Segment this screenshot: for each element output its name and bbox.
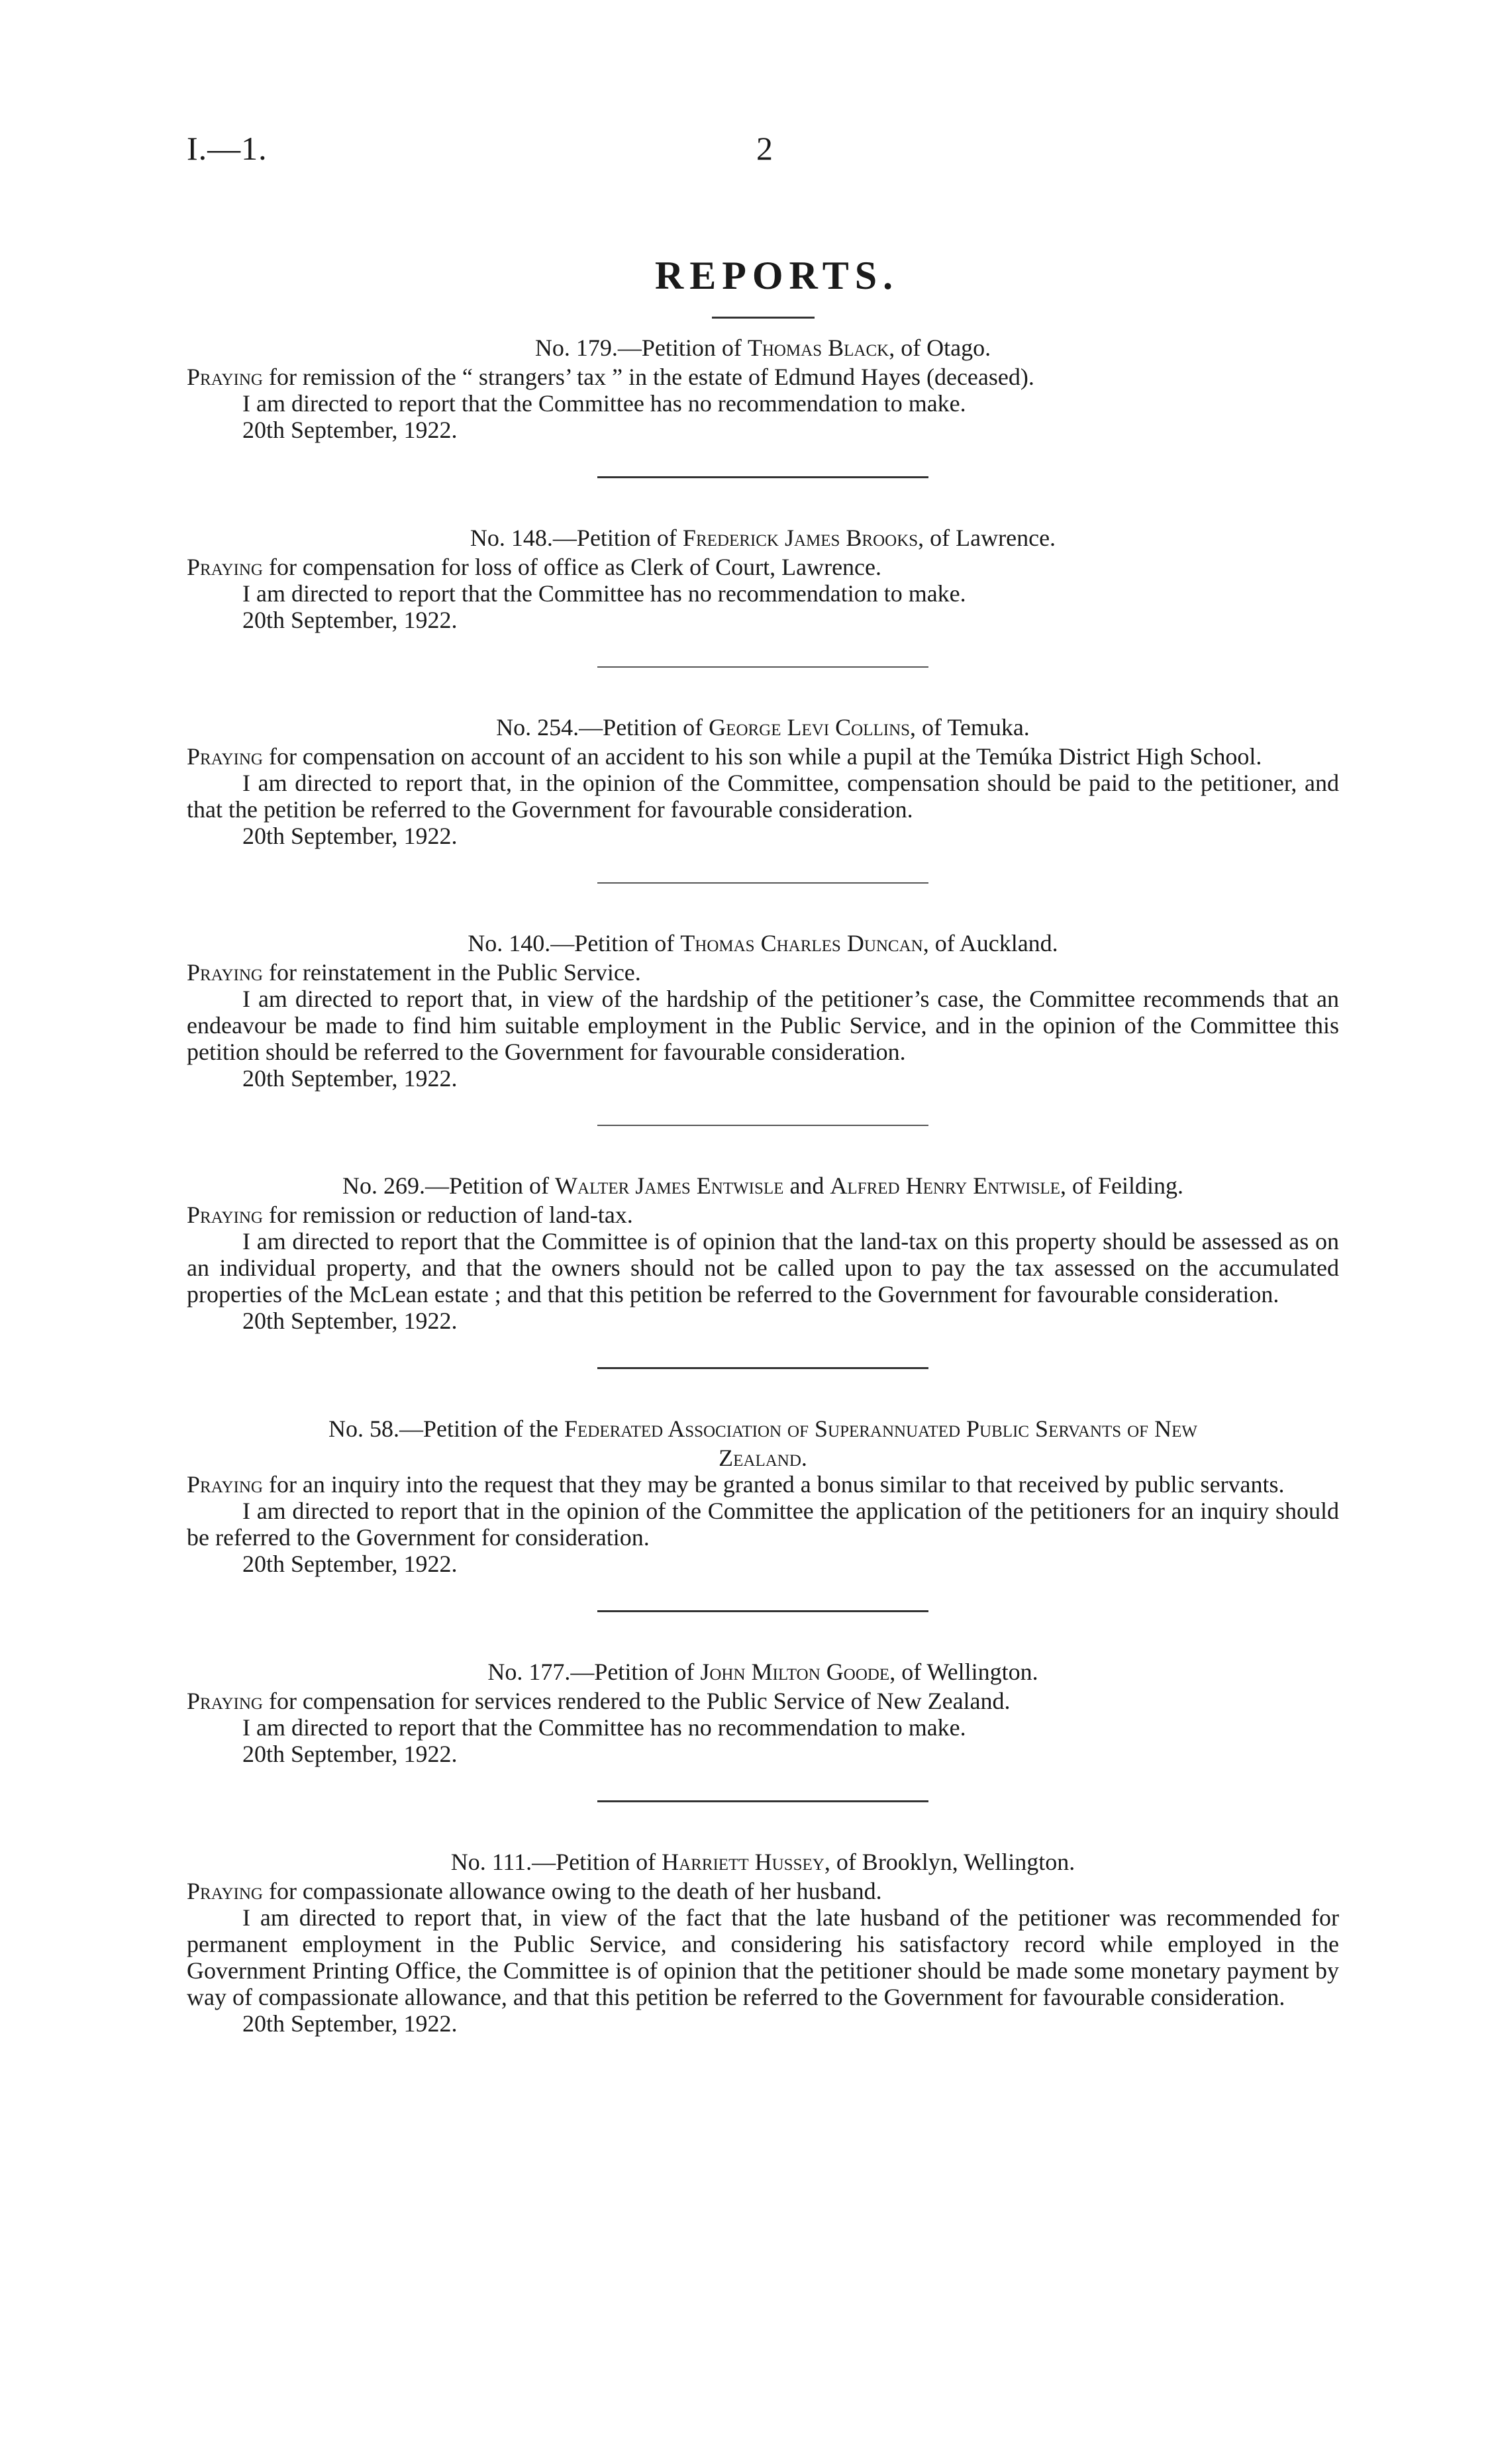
page-header xyxy=(187,129,1339,169)
petitioner-location: , of Feilding. xyxy=(1060,1172,1183,1199)
section-divider xyxy=(597,882,928,884)
petitioner-location: , of Lawrence. xyxy=(918,525,1056,551)
praying-label: Praying xyxy=(187,1471,263,1498)
report-date: 20th September, 1922. xyxy=(242,417,458,443)
petition-number: No. 177.—Petition of xyxy=(487,1659,695,1685)
petition-entry xyxy=(187,525,1339,633)
section-divider xyxy=(597,1125,928,1126)
petition-heading xyxy=(187,714,1339,741)
petition-prayer: Praying for an inquiry into the request that they may be granted a bonus similar to that received by public servants. xyxy=(187,1471,1285,1498)
section-divider xyxy=(597,666,928,668)
petitioner-name: Thomas Black xyxy=(747,334,889,361)
petition-heading xyxy=(187,1172,1339,1199)
petitioner-location: , of Temuka. xyxy=(910,714,1030,741)
praying-label: Praying xyxy=(187,1878,263,1904)
petition-prayer: Praying for compassionate allowance owing to the death of her husband. xyxy=(187,1878,882,1904)
section-divider xyxy=(597,1800,928,1802)
petition-number: No. 148.—Petition of xyxy=(470,525,677,551)
petition-number: No. 254.—Petition of xyxy=(496,714,703,741)
petitioner-connector: and xyxy=(783,1172,830,1199)
petitioner-name-continued: Zealand. xyxy=(719,1445,807,1471)
committee-report: I am directed to report that, in view of the fact that the late husband of the petitioner was recommended for permanent employment in the Public Service, and considering his satisfactory record while employed in the Government Printing Office, the Committee is of opinion that the petitioner should be made some monetary payment by way of compassionate allowance, and that this petition be referred to the Government for favourable consideration. xyxy=(187,1904,1339,2010)
section-divider xyxy=(597,1367,928,1369)
petition-prayer: Praying for compensation on account of an accident to his son while a pupil at the Temúka District High School. xyxy=(187,743,1262,770)
petition-number: No. 269.—Petition of xyxy=(342,1172,550,1199)
committee-report: I am directed to report that the Committee has no recommendation to make. xyxy=(242,390,966,417)
report-date: 20th September, 1922. xyxy=(242,1551,458,1577)
praying-label: Praying xyxy=(187,959,263,986)
committee-report: I am directed to report that in the opinion of the Committee the application of the petitioners for an inquiry should be referred to the Government for consideration. xyxy=(187,1498,1339,1551)
committee-report: I am directed to report that, in view of the hardship of the petitioner’s case, the Committee recommends that an endeavour be made to find him suitable employment in the Public Service, and in the opinion of the Committee this petition should be referred to the Government for favourable consideration. xyxy=(187,986,1339,1065)
petition-heading xyxy=(187,1849,1339,1875)
report-date: 20th September, 1922. xyxy=(242,607,458,633)
committee-report: I am directed to report that the Committee has no recommendation to make. xyxy=(242,1714,966,1741)
praying-label: Praying xyxy=(187,1688,263,1714)
petition-prayer: Praying for remission of the “ strangers’ tax ” in the estate of Edmund Hayes (deceased). xyxy=(187,364,1034,390)
section-divider xyxy=(597,1610,928,1612)
praying-label: Praying xyxy=(187,364,263,390)
praying-label: Praying xyxy=(187,554,263,580)
petition-heading xyxy=(187,930,1339,956)
petition-number: No. 179.—Petition of xyxy=(534,334,742,361)
petitioner-name: John Milton Goode xyxy=(700,1659,890,1685)
petitioner-location: , of Wellington. xyxy=(889,1659,1038,1685)
petition-prayer: Praying for reinstatement in the Public Service. xyxy=(187,959,641,986)
petitioner-name-2: Alfred Henry Entwisle xyxy=(830,1172,1060,1199)
petition-entry xyxy=(187,1849,1339,2037)
committee-report: I am directed to report that, in the opinion of the Committee, compensation should be paid to the petitioner, and that the petition be referred to the Government for favourable consideration. xyxy=(187,770,1339,823)
petitioner-name: Frederick James Brooks xyxy=(682,525,919,551)
petition-entry xyxy=(187,1659,1339,1767)
title-rule xyxy=(712,317,815,319)
petition-entry xyxy=(187,1415,1339,1577)
petitioner-name: Federated Association of Superannuated Public Servants of New xyxy=(564,1415,1197,1442)
petition-prayer: Praying for compensation for loss of office as Clerk of Court, Lawrence. xyxy=(187,554,882,580)
report-date: 20th September, 1922. xyxy=(242,1308,458,1334)
petition-heading xyxy=(187,1659,1339,1685)
report-date: 20th September, 1922. xyxy=(242,1065,458,1092)
petitioner-location: , of Otago. xyxy=(889,334,991,361)
petitioner-name: George Levi Collins xyxy=(709,714,911,741)
petition-heading xyxy=(187,525,1339,551)
petition-list xyxy=(187,334,1339,2037)
petition-entry xyxy=(187,334,1339,443)
document-code: I.—1. xyxy=(187,130,268,167)
committee-report: I am directed to report that the Committee is of opinion that the land-tax on this property should be assessed as on an individual property, and that the owners should not be called upon to pay the tax assessed on the accumulated properties of the McLean estate ; and that this petition be referred to the Government for favourable consideration. xyxy=(187,1228,1339,1308)
section-divider xyxy=(597,476,928,478)
petition-number: No. 111.—Petition of xyxy=(450,1849,656,1875)
praying-label: Praying xyxy=(187,1202,263,1228)
petition-prayer: Praying for remission or reduction of land-tax. xyxy=(187,1202,633,1228)
praying-label: Praying xyxy=(187,743,263,770)
petitioner-location: , of Brooklyn, Wellington. xyxy=(824,1849,1075,1875)
page-number: 2 xyxy=(756,130,773,167)
petitioner-name: Thomas Charles Duncan xyxy=(680,930,923,956)
petitioner-name: Harriett Hussey xyxy=(662,1849,824,1875)
report-date: 20th September, 1922. xyxy=(242,2010,458,2037)
petition-heading xyxy=(187,334,1339,361)
page-title: REPORTS. xyxy=(654,254,899,297)
report-date: 20th September, 1922. xyxy=(242,823,458,849)
petition-number: No. 58.—Petition of the xyxy=(328,1415,559,1442)
petition-entry xyxy=(187,714,1339,849)
petition-entry xyxy=(187,930,1339,1092)
petition-number: No. 140.—Petition of xyxy=(468,930,675,956)
report-date: 20th September, 1922. xyxy=(242,1741,458,1767)
petition-heading xyxy=(187,1415,1339,1442)
petition-prayer: Praying for compensation for services rendered to the Public Service of New Zealand. xyxy=(187,1688,1011,1714)
petition-entry xyxy=(187,1172,1339,1334)
committee-report: I am directed to report that the Committee has no recommendation to make. xyxy=(242,580,966,607)
petitioner-name: Walter James Entwisle xyxy=(555,1172,784,1199)
petitioner-location: , of Auckland. xyxy=(922,930,1058,956)
